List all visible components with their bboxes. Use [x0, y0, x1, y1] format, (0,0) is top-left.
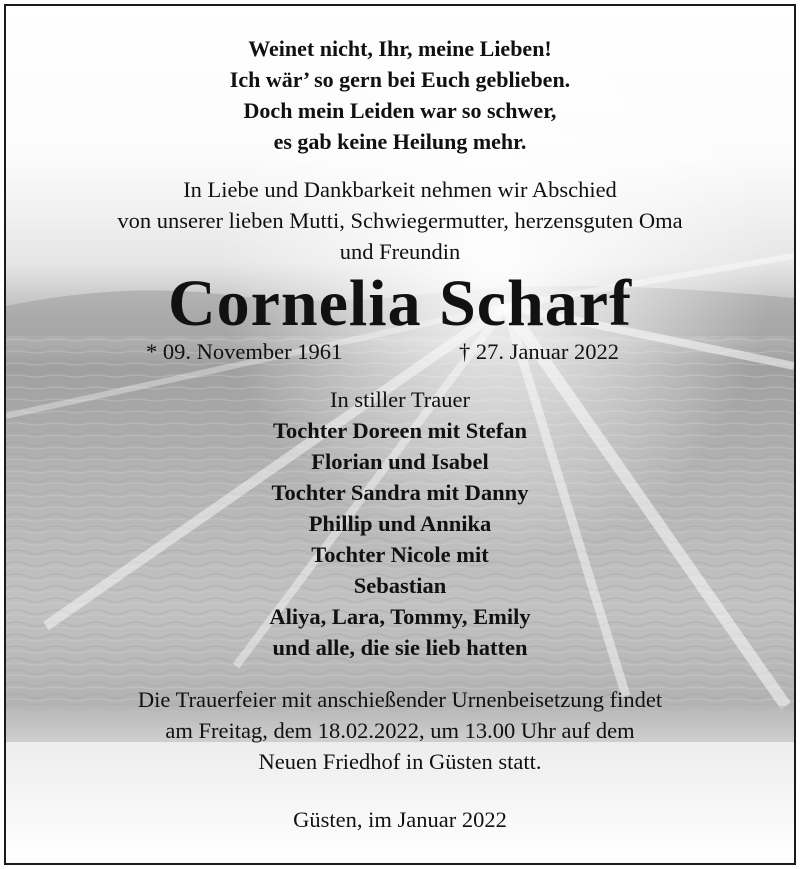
- intro-line-2: von unserer lieben Mutti, Schwiegermutter, herzensguten Oma: [117, 208, 683, 233]
- mourner-line-3: Tochter Sandra mit Danny: [271, 480, 529, 505]
- deceased-name: Cornelia Scharf: [167, 267, 633, 340]
- birth-date: * 09. November 1961: [146, 339, 343, 364]
- poem-line-3: Doch mein Leiden war so schwer,: [243, 98, 557, 123]
- intro-line-3: und Freundin: [339, 239, 461, 264]
- mourner-line-5: Tochter Nicole mit: [311, 542, 489, 567]
- poem-line-4: es gab keine Heilung mehr.: [273, 129, 527, 154]
- poem-line-2: Ich wär’ so gern bei Euch geblieben.: [229, 67, 571, 92]
- mourner-line-8: und alle, die sie lieb hatten: [272, 635, 528, 660]
- mourner-line-2: Florian und Isabel: [311, 449, 489, 474]
- obituary-content: [6, 6, 794, 863]
- mourner-line-7: Aliya, Lara, Tommy, Emily: [269, 604, 531, 629]
- funeral-line-1: Die Trauerfeier mit anschießender Urnenbeisetzung findet: [137, 687, 663, 712]
- intro-line-1: In Liebe und Dankbarkeit nehmen wir Abschied: [183, 177, 617, 202]
- mourner-line-4: Phillip und Annika: [308, 511, 492, 536]
- mourner-line-1: Tochter Doreen mit Stefan: [273, 418, 527, 443]
- poem-line-1: Weinet nicht, Ihr, meine Lieben!: [248, 36, 552, 61]
- funeral-line-2: am Freitag, dem 18.02.2022, um 13.00 Uhr auf dem: [165, 718, 635, 743]
- obituary-frame: [4, 4, 796, 865]
- place-date: Güsten, im Januar 2022: [293, 807, 507, 832]
- mourners-intro: In stiller Trauer: [330, 387, 470, 412]
- death-date: † 27. Januar 2022: [459, 339, 619, 364]
- funeral-line-3: Neuen Friedhof in Güsten statt.: [258, 749, 542, 774]
- mourner-line-6: Sebastian: [353, 573, 447, 598]
